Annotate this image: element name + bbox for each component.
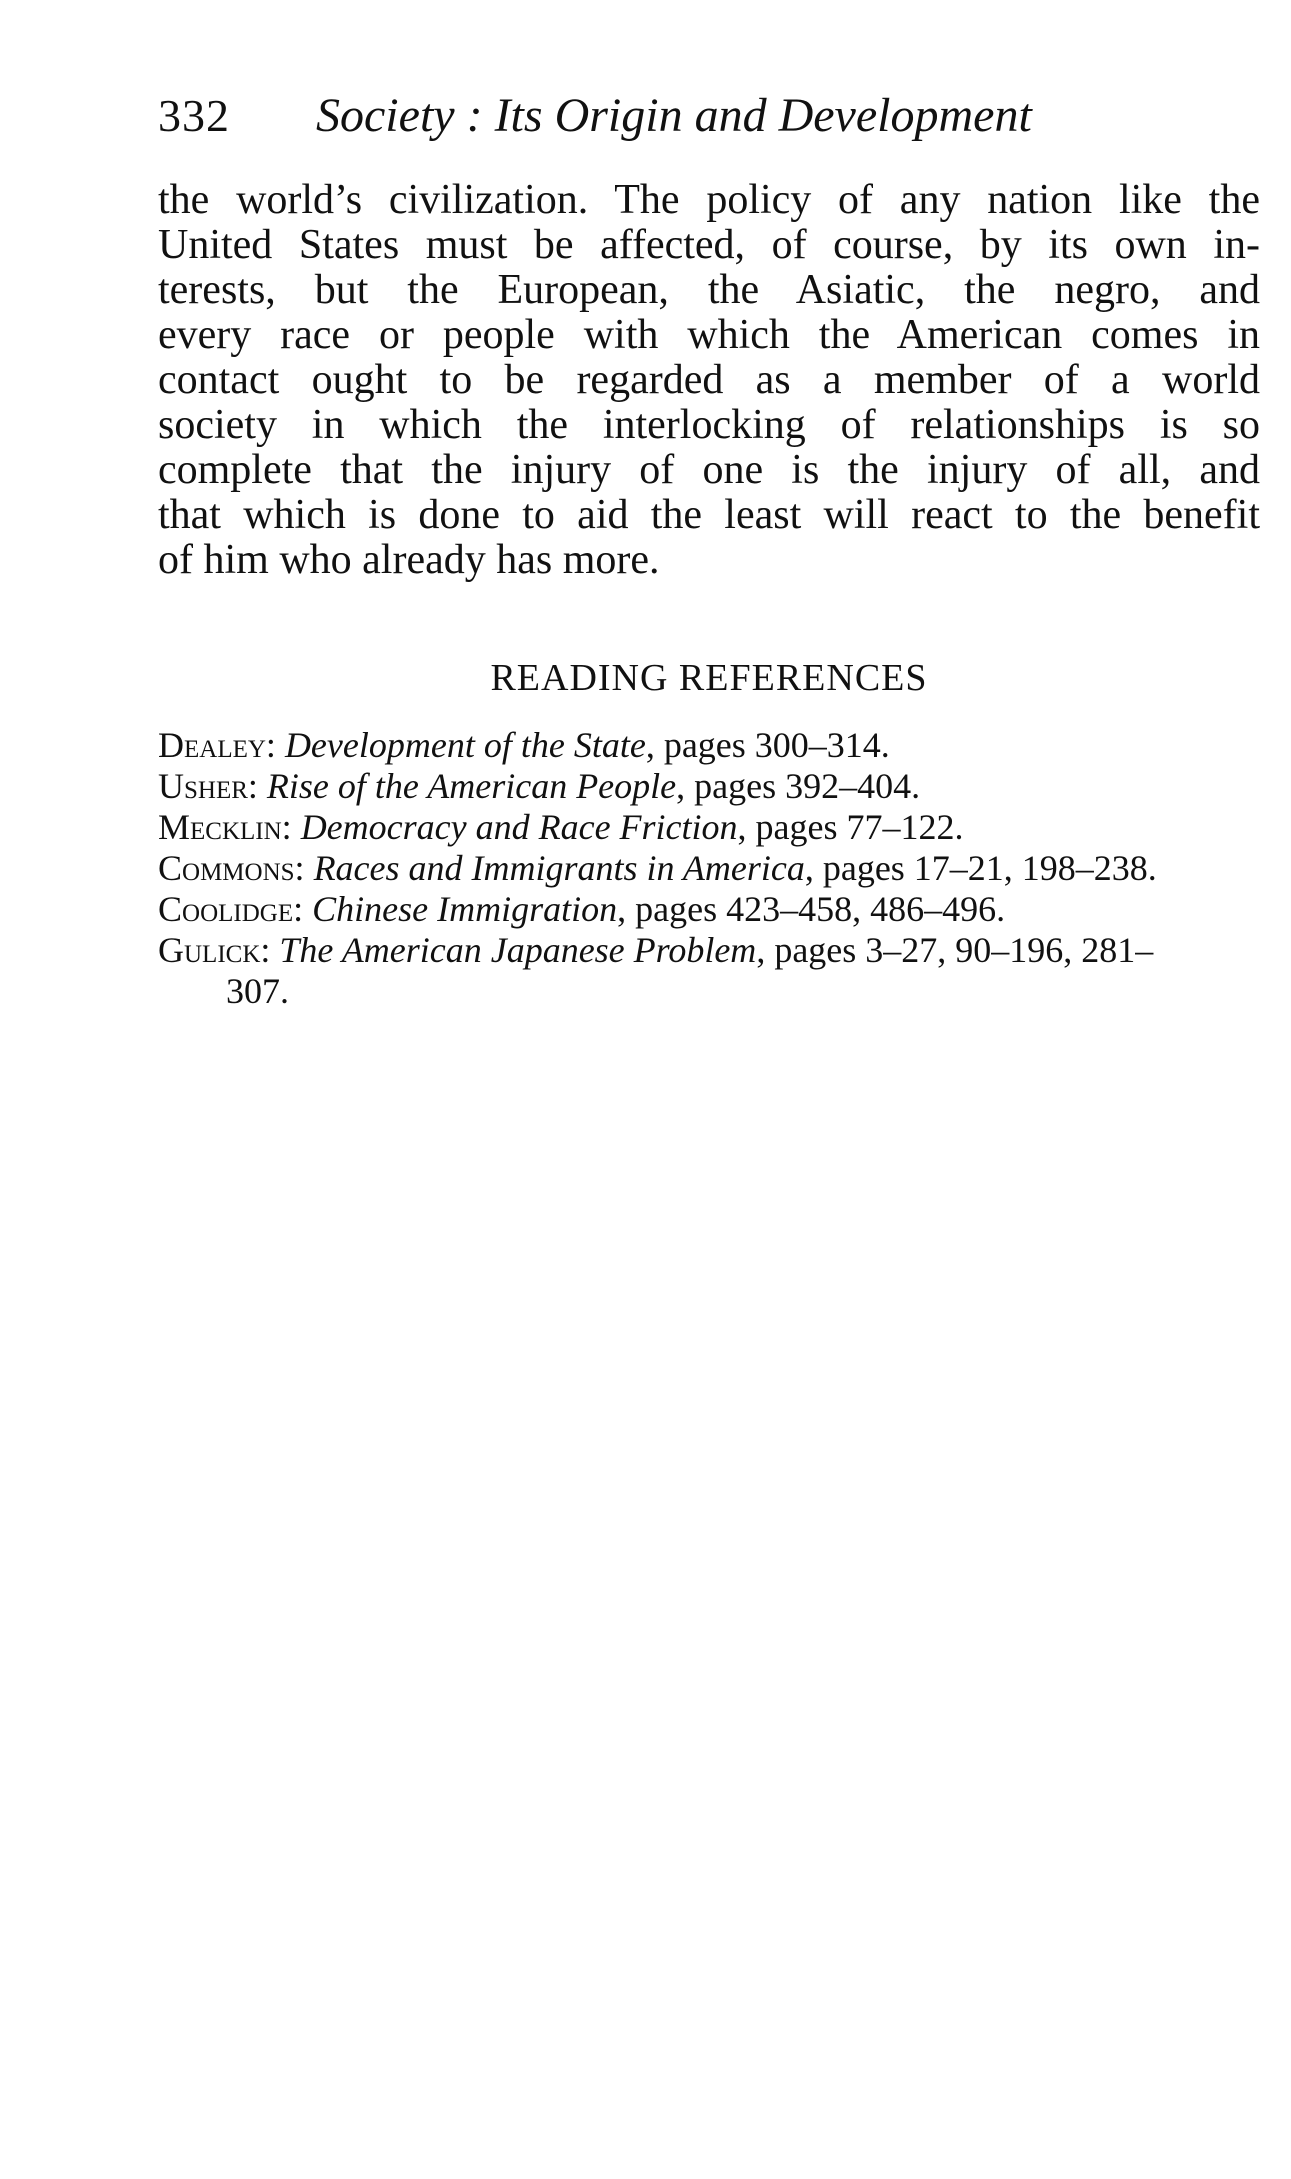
reference-item	[158, 889, 1268, 930]
body-line: of him who already has more.	[158, 537, 660, 583]
reference-title: Development of the State	[284, 725, 646, 765]
reference-item	[158, 807, 1268, 848]
reference-author: Dealey	[158, 725, 266, 765]
body-line: that which is done to aid the least will react to the benefit	[158, 492, 1260, 538]
reference-item	[158, 848, 1268, 889]
author-separator: :	[281, 807, 301, 847]
running-title: Society : Its Origin and Development	[316, 89, 1032, 142]
reference-pages: , pages 77–122.	[737, 807, 964, 847]
page-number: 332	[158, 90, 230, 141]
reference-author: Usher	[158, 766, 248, 806]
reference-continuation: 307.	[226, 971, 289, 1011]
body-line: contact ought to be regarded as a member of a world	[158, 357, 1260, 403]
reference-title: Rise of the American People	[266, 766, 677, 806]
author-separator: :	[293, 889, 313, 929]
reference-pages: , pages 300–314.	[645, 725, 890, 765]
reference-author: Commons	[158, 848, 295, 888]
reference-pages: , pages 17–21, 198–238.	[804, 848, 1157, 888]
reference-pages: , pages 423–458, 486–496.	[617, 889, 1006, 929]
reference-title: The American Japanese Problem	[279, 930, 757, 970]
reference-pages: , pages 3–27, 90–196, 281–	[756, 930, 1154, 970]
author-separator: :	[294, 848, 314, 888]
reference-author: Coolidge	[158, 889, 294, 929]
body-line: society in which the interlocking of relationships is so	[158, 402, 1260, 448]
reference-item	[158, 766, 1268, 807]
body-line: terests, but the European, the Asiatic, the negro, and	[158, 267, 1260, 313]
reference-title: Races and Immigrants in America	[313, 848, 805, 888]
reference-pages: , pages 392–404.	[676, 766, 921, 806]
reference-title: Democracy and Race Friction	[300, 807, 738, 847]
author-separator: :	[260, 930, 280, 970]
body-line: the world’s civilization. The policy of any nation like the	[158, 177, 1260, 223]
body-line: every race or people with which the American comes in	[158, 312, 1260, 358]
reference-author: Gulick	[158, 930, 261, 970]
reading-references-heading: READING REFERENCES	[490, 657, 928, 699]
reference-author: Mecklin	[158, 807, 282, 847]
author-separator: :	[247, 766, 267, 806]
reference-title: Chinese Immigration	[312, 889, 618, 929]
author-separator: :	[265, 725, 285, 765]
reference-item	[158, 725, 1268, 766]
body-line: complete that the injury of one is the injury of all, and	[158, 447, 1260, 493]
body-paragraph	[158, 178, 1260, 583]
reading-references-list	[158, 725, 1268, 1012]
reference-item	[158, 930, 1268, 971]
running-head	[158, 88, 1258, 158]
body-line: United States must be affected, of course, by its own in-	[158, 222, 1260, 268]
